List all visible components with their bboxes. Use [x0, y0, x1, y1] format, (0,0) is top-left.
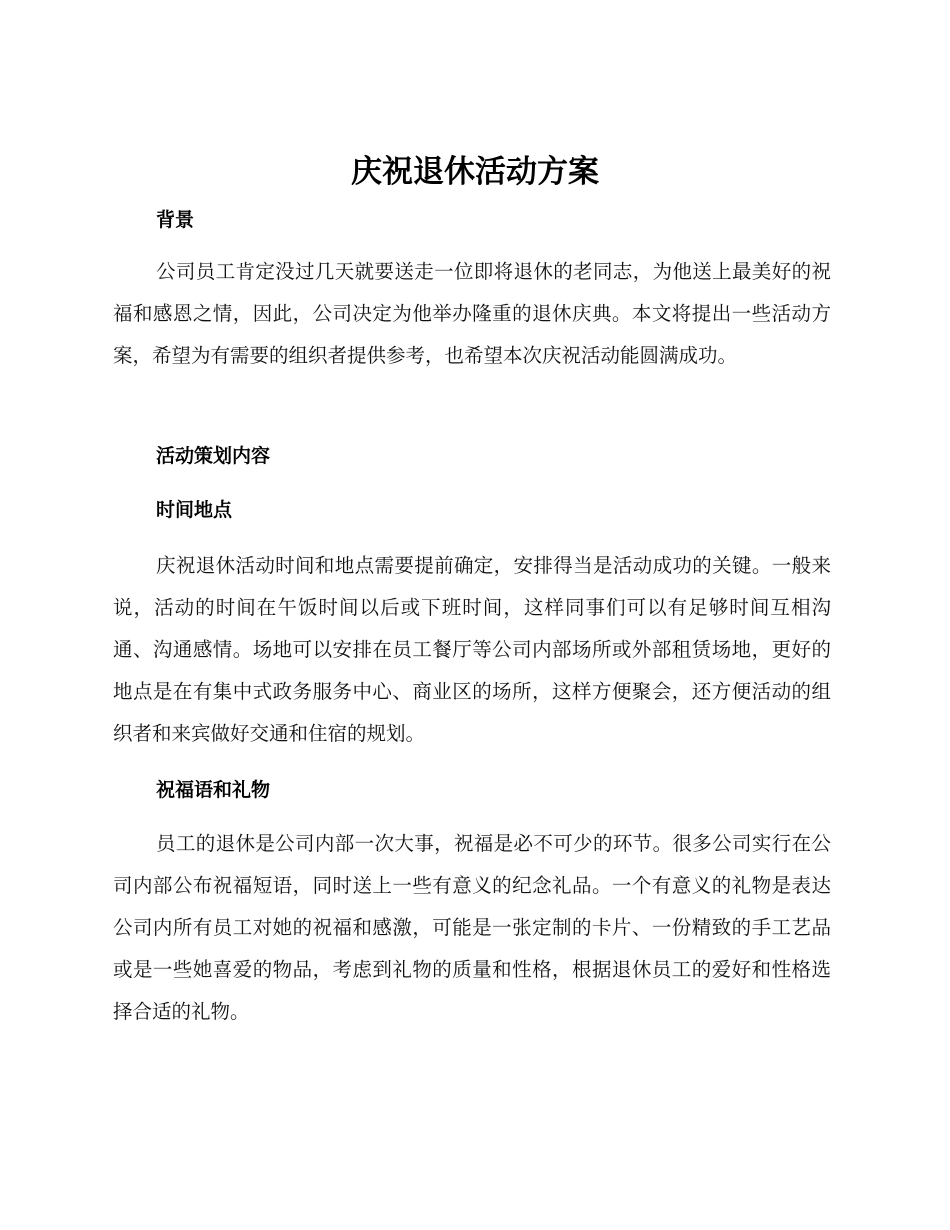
section-heading-time-place: 时间地点	[156, 499, 233, 521]
section-heading-blessings-gifts: 祝福语和礼物	[156, 779, 271, 801]
section-paragraph-time-place: 庆祝退休活动时间和地点需要提前确定，安排得当是活动成功的关键。一般来说，活动的时间在午饭时间以后或下班时间，这样同事们可以有足够时间互相沟通、沟通感情。场地可以安排在员工餐厅等公司内部场所或外部租赁场地，更好的地点是在有集中式政务服务中心、商业区的场所，这样方便聚会，还方便活动的组织者和来宾做好交通和住宿的规划。	[113, 554, 831, 745]
section-heading-background: 背景	[156, 209, 195, 231]
page-title: 庆祝退休活动方案	[351, 154, 599, 190]
section-paragraph-background: 公司员工肯定没过几天就要送走一位即将退休的老同志，为他送上最美好的祝福和感恩之情，因此，公司决定为他举办隆重的退休庆典。本文将提出一些活动方案，希望为有需要的组织者提供参考，也希望本次庆祝活动能圆满成功。	[113, 260, 831, 367]
section-paragraph-blessings-gifts: 员工的退休是公司内部一次大事，祝福是必不可少的环节。很多公司实行在公司内部公布祝福短语，同时送上一些有意义的纪念礼品。一个有意义的礼物是表达公司内所有员工对她的祝福和感激，可能是一张定制的卡片、一份精致的手工艺品或是一些她喜爱的物品，考虑到礼物的质量和性格，根据退休员工的爱好和性格选择合适的礼物。	[113, 832, 831, 1023]
section-heading-plan-content: 活动策划内容	[156, 445, 271, 467]
